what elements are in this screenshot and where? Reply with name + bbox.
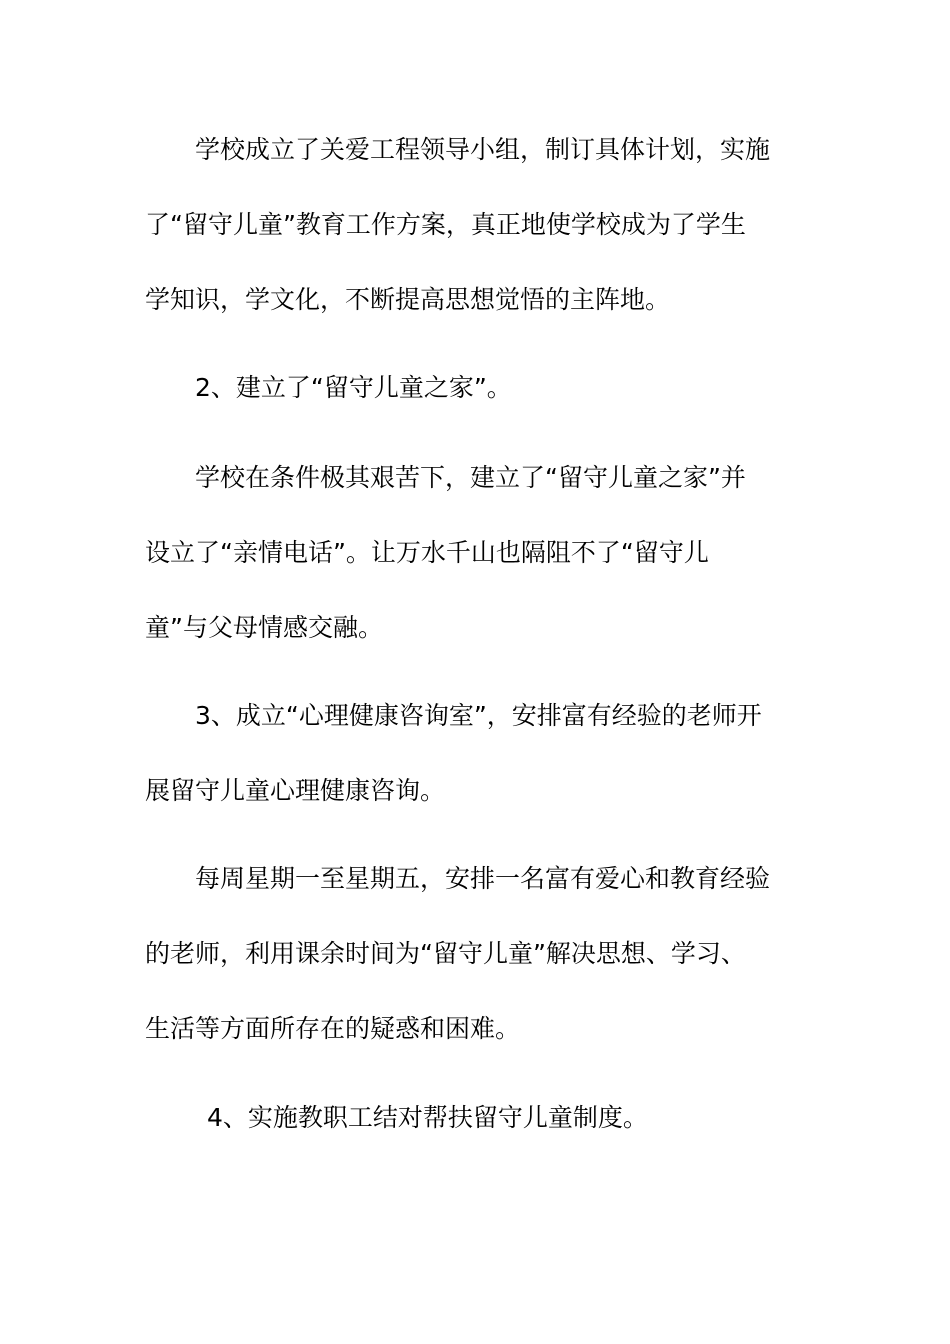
paragraph-2-line-3: 童”与父母情感交融。 xyxy=(145,613,383,642)
heading-3-line-1: 3、成立“心理健康咨询室”，安排富有经验的老师开 xyxy=(195,701,762,730)
paragraph-3-line-3: 生活等方面所存在的疑惑和困难。 xyxy=(145,1014,521,1043)
paragraph-3-line-1: 每周星期一至星期五，安排一名富有爱心和教育经验 xyxy=(195,864,771,893)
paragraph-3-line-2: 的老师，利用课余时间为“留守儿童”解决思想、学习、 xyxy=(145,939,746,968)
paragraph-2-line-1: 学校在条件极其艰苦下，建立了“留守儿童之家”并 xyxy=(195,463,746,492)
heading-2: 2、建立了“留守儿童之家”。 xyxy=(195,373,512,402)
paragraph-1-line-1: 学校成立了关爱工程领导小组，制订具体计划，实施 xyxy=(195,135,771,164)
paragraph-2-line-2: 设立了“亲情电话”。让万水千山也隔阻不了“留守儿 xyxy=(145,538,709,567)
paragraph-1-line-2: 了“留守儿童”教育工作方案，真正地使学校成为了学生 xyxy=(145,210,746,239)
heading-3-line-2: 展留守儿童心理健康咨询。 xyxy=(145,776,446,805)
heading-4: 4、实施教职工结对帮扶留守儿童制度。 xyxy=(207,1103,648,1132)
paragraph-1-line-3: 学知识，学文化，不断提高思想觉悟的主阵地。 xyxy=(145,285,671,314)
